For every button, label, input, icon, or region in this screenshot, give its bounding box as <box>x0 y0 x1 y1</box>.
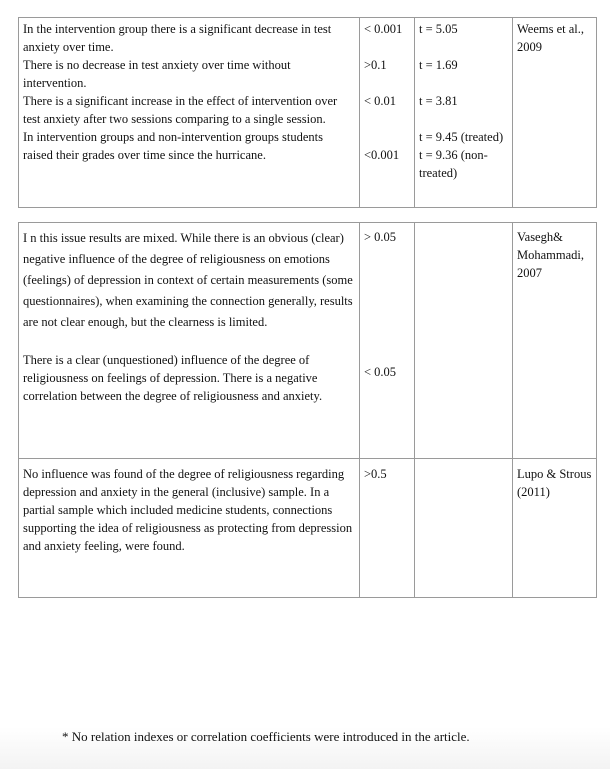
reference-cell: Vasegh& Mohammadi, 2007 <box>513 223 597 459</box>
p-value-cell: >0.5 <box>360 459 415 598</box>
finding-text: In the intervention group there is a significant decrease in test anxiety over time. <box>23 22 332 54</box>
evidence-table-vasegh <box>18 222 597 459</box>
t-value-cell <box>415 223 513 459</box>
finding-text: There is no decrease in test anxiety over time without intervention. <box>23 58 291 90</box>
findings-cell <box>19 223 360 459</box>
finding-text: In intervention groups and non-intervention groups students raised their grades over time since the hurricane. <box>23 130 323 162</box>
t-value: t = 1.69 <box>419 58 458 72</box>
finding-text: There is a significant increase in the effect of intervention over test anxiety after two sessions comparing to a single session. <box>23 94 338 126</box>
t-value: t = 5.05 <box>419 22 458 36</box>
table-row <box>19 223 597 459</box>
t-value: t = 9.36 (non-treated) <box>419 148 488 180</box>
p-value: <0.001 <box>364 148 400 162</box>
p-value: >0.1 <box>364 58 387 72</box>
t-value-cell <box>415 18 513 208</box>
p-value-cell <box>360 18 415 208</box>
reference-cell: Lupo & Strous (2011) <box>513 459 597 598</box>
p-value: > 0.05 <box>364 230 397 244</box>
p-value: < 0.01 <box>364 94 397 108</box>
footnote: * No relation indexes or correlation coefficients were introduced in the article. <box>62 729 470 744</box>
finding-text: I n this issue results are mixed. While there is an obvious (clear) negative influence of the degree of religiousness on emotions (feelings) of depression in context of certain measurements (some questionnaires), when examining the connection generally, results are not clear enough, but the clearness is limited. <box>23 231 353 329</box>
evidence-table-lupo <box>18 458 597 598</box>
p-value: < 0.001 <box>364 22 403 36</box>
reference-cell: Weems et al., 2009 <box>513 18 597 208</box>
evidence-table-weems <box>18 17 597 208</box>
p-value-cell <box>360 223 415 459</box>
t-value: t = 9.45 (treated) <box>419 130 504 144</box>
t-value-cell <box>415 459 513 598</box>
p-value: < 0.05 <box>364 365 397 379</box>
paragraph-gap <box>23 333 355 351</box>
t-value: t = 3.81 <box>419 94 458 108</box>
findings-cell <box>19 18 360 208</box>
table-row <box>19 18 597 208</box>
finding-text: There is a clear (unquestioned) influence of the degree of religiousness on feelings of depression. There is a negative correlation between the degree of religiousness and anxiety. <box>23 353 323 403</box>
table-row <box>19 459 597 598</box>
findings-cell: No influence was found of the degree of religiousness regarding depression and anxiety in the general (inclusive) sample. In a partial sample which included medicine students, connections supporting the idea of religiousness as protecting from depression and anxiety feeling, were found. <box>19 459 360 598</box>
